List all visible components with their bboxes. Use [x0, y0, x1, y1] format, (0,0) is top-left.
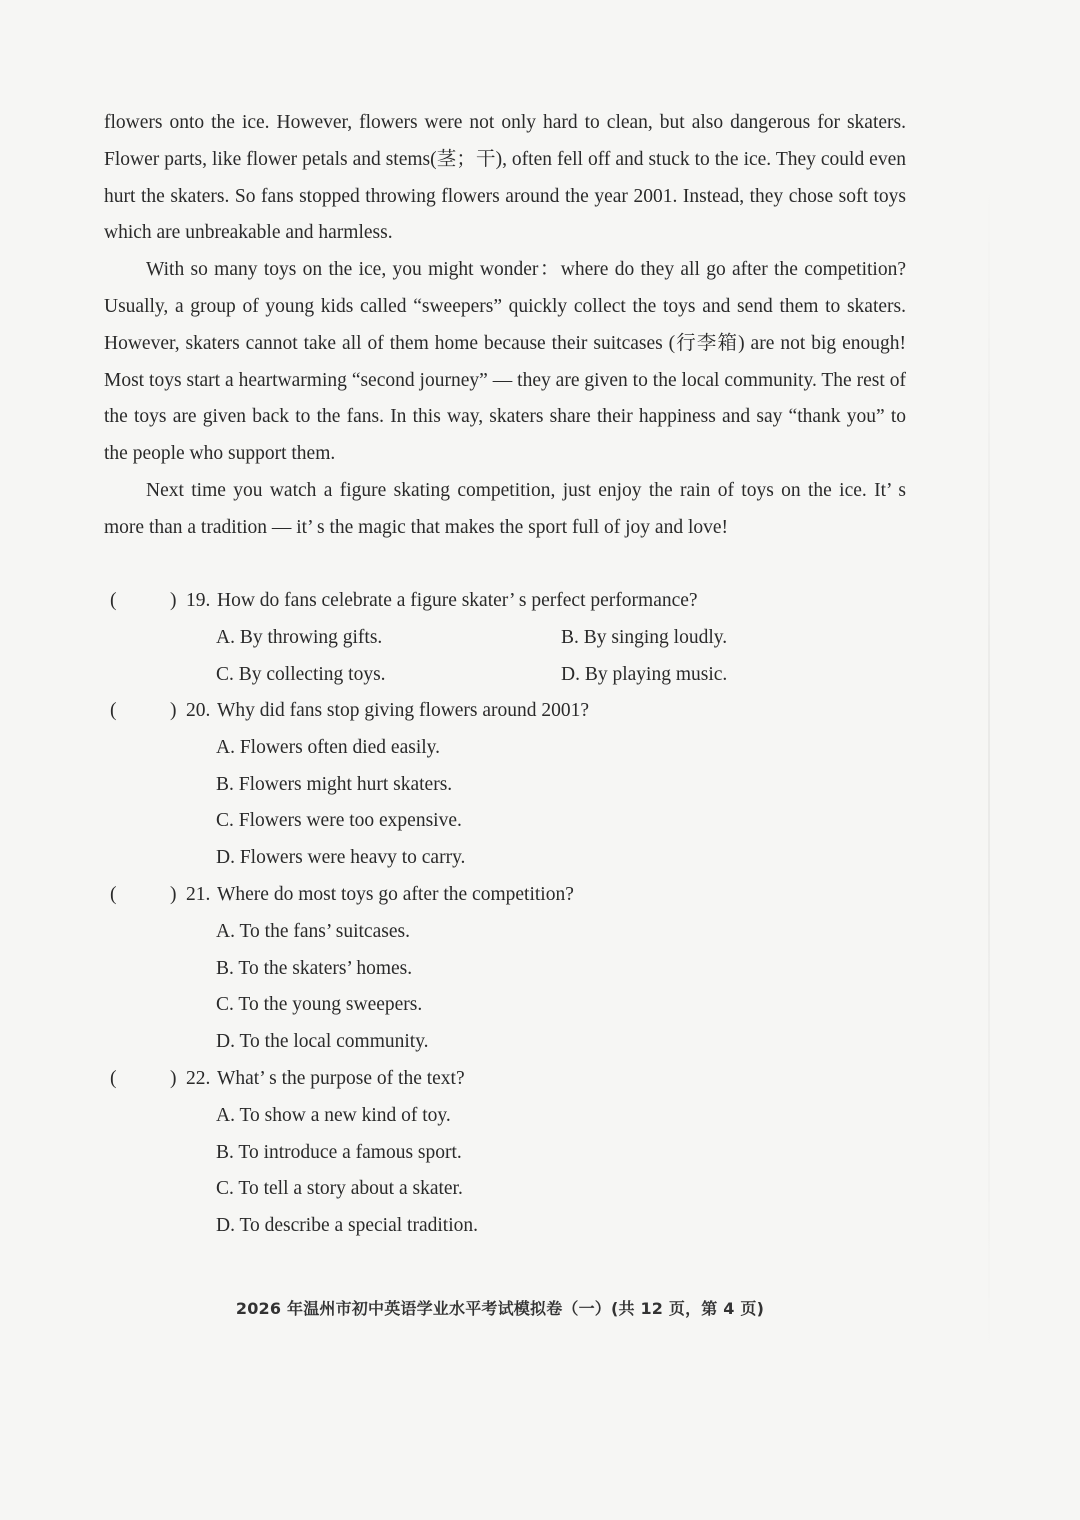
option-a: A. To show a new kind of toy.: [216, 1104, 451, 1126]
question-number: 22.: [186, 1068, 211, 1089]
option-row: [104, 1171, 904, 1208]
question-stem: [104, 1061, 904, 1098]
question-number: 19.: [186, 590, 211, 611]
option-d: D. To the local community.: [216, 1031, 429, 1053]
option-row: [104, 840, 904, 877]
option-row: [104, 730, 904, 767]
option-row: [104, 1208, 904, 1245]
question-stem: [104, 583, 904, 620]
option-c: C. By collecting toys.: [216, 663, 386, 685]
passage-paragraph-1: flowers onto the ice. However, flowers were not only hard to clean, but also dangerous for skaters. Flower parts, like flower petals and stems(茎；干), often fell off and stuck to the ice. They could even hurt the skaters. So fans stopped throwing flowers around the year 2001. Instead, they chose soft toys which are unbreakable and harmless.: [104, 112, 906, 244]
question-text: Why did fans stop giving flowers around 2001?: [217, 700, 590, 721]
scan-edge-shadow: [988, 170, 990, 1370]
option-a: A. By throwing gifts.: [216, 626, 383, 648]
question-stem: [104, 877, 904, 914]
option-b: B. To the skaters’ homes.: [216, 957, 413, 979]
option-d: D. To describe a special tradition.: [216, 1215, 478, 1237]
option-b: B. By singing loudly.: [561, 626, 728, 648]
answer-blank-open: (: [110, 1068, 117, 1089]
option-row: [104, 951, 904, 988]
question-text: Where do most toys go after the competition?: [217, 884, 574, 905]
question-20: [104, 693, 904, 877]
option-b: B. Flowers might hurt skaters.: [216, 773, 453, 795]
option-d: D. Flowers were heavy to carry.: [216, 847, 466, 869]
option-d: D. By playing music.: [561, 663, 728, 685]
question-text: How do fans celebrate a figure skater’ s perfect performance?: [217, 590, 698, 611]
answer-blank-close: ): [170, 700, 177, 721]
question-number: 20.: [186, 700, 211, 721]
question-text: What’ s the purpose of the text?: [217, 1068, 465, 1089]
answer-blank-close: ): [170, 1068, 177, 1089]
option-row: [104, 1024, 904, 1061]
option-row: [104, 987, 904, 1024]
question-stem: [104, 693, 904, 730]
option-c: C. Flowers were too expensive.: [216, 810, 462, 832]
question-22: [104, 1061, 904, 1245]
option-row: [104, 1135, 904, 1172]
option-a: A. To the fans’ suitcases.: [216, 920, 410, 942]
option-row: [104, 767, 904, 804]
option-row: [104, 803, 904, 840]
option-a: A. Flowers often died easily.: [216, 736, 441, 758]
option-row: [104, 914, 904, 951]
answer-blank-close: ): [170, 590, 177, 611]
option-b: B. To introduce a famous sport.: [216, 1141, 462, 1163]
reading-passage: [104, 105, 906, 547]
passage-paragraph-2: With so many toys on the ice, you might wonder：where do they all go after the competition? Usually, a group of young kids called “sweepers” quickly collect the toys and send them to skaters. However, skaters cannot take all of them home because their suitcases (行李箱) are not big enough! Most toys start a heartwarming “second journey” — they are given to the local community. The rest of the toys are given back to the fans. In this way, skaters share their happiness and say “thank you” to the people who support them.: [104, 259, 906, 465]
answer-blank-open: (: [110, 700, 117, 721]
question-19: [104, 583, 904, 693]
question-number: 21.: [186, 884, 211, 905]
answer-blank-open: (: [110, 590, 117, 611]
question-21: [104, 877, 904, 1061]
option-row: [104, 620, 904, 657]
option-c: C. To the young sweepers.: [216, 994, 423, 1016]
option-c: C. To tell a story about a skater.: [216, 1178, 463, 1200]
page-footer: 2026 年温州市初中英语学业水平考试模拟卷（一）(共 12 页，第 4 页): [235, 1299, 765, 1318]
option-row: [104, 1098, 904, 1135]
option-row: [104, 657, 904, 694]
passage-paragraph-3: Next time you watch a figure skating competition, just enjoy the rain of toys on the ice. It’ s more than a tradition — it’ s the magic that makes the sport full of joy and love!: [104, 479, 906, 538]
answer-blank-close: ): [170, 884, 177, 905]
answer-blank-open: (: [110, 884, 117, 905]
